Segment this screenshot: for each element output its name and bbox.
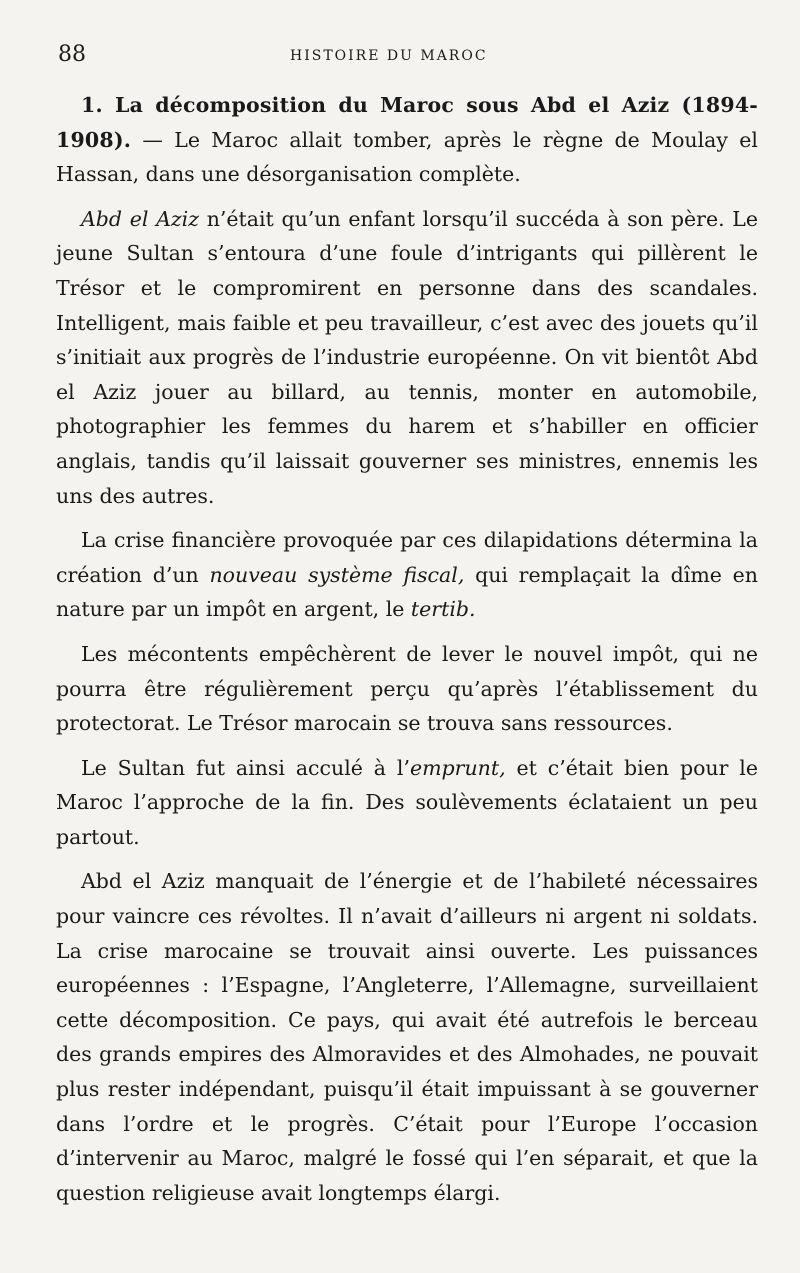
section-intro-text: Le Maroc allait tomber, après le règne de Moulay el Hassan, dans une désorganisation complète. xyxy=(56,127,758,187)
running-head xyxy=(58,42,758,72)
paragraph-2-text-b: qui remplaçait la dîme en nature par un impôt en argent, le xyxy=(56,562,758,622)
paragraph-2 xyxy=(56,523,758,627)
paragraph-1-text: n’était qu’un enfant lorsqu’il succéda à son père. Le jeune Sultan s’entoura d’une foule d’intrigants qui pillèrent le Trésor et le compromirent en personne dans des scandales. Intelligent, mais faible et peu travailleur, c’est avec des jouets qu’il s’initiait aux progrès de l’industrie européenne. On vit bientôt Abd el Aziz jouer au billard, au tennis, monter en automobile, photographier les femmes du harem et s’habiller en officier anglais, tandis qu’il laissait gouverner ses ministres, ennemis les uns des autres. xyxy=(56,206,759,508)
paragraph-1 xyxy=(56,202,758,513)
term-fiscal-system: nouveau système fiscal, xyxy=(209,562,465,587)
paragraph-3 xyxy=(56,637,758,741)
paragraph-3-text: Les mécontents empêchèrent de lever le nouvel impôt, qui ne pourra être régulièrement perçu qu’après l’établissement du protectorat. Le Trésor marocain se trouva sans ressources. xyxy=(56,641,758,736)
page-number: 88 xyxy=(58,42,86,67)
heading-dash: — xyxy=(131,127,175,152)
running-title: HISTOIRE DU MAROC xyxy=(290,48,488,64)
section-intro-paragraph xyxy=(56,88,758,192)
section-heading: 1. La décomposition du Maroc sous Abd el Aziz (1894-1908). xyxy=(56,93,758,152)
paragraph-4 xyxy=(56,751,758,855)
paragraph-2-text-a: La crise financière provoquée par ces dilapidations détermina la création d’un xyxy=(56,528,758,587)
sultan-name: Abd el Aziz xyxy=(81,206,200,231)
paragraph-4-text-b: et c’était bien pour le Maroc l’approche de la fin. Des soulèvements éclataient un peu partout. xyxy=(56,755,758,849)
paragraph-4-text-a: Le Sultan fut ainsi acculé à l’ xyxy=(81,755,410,780)
page-body xyxy=(56,88,758,1220)
term-emprunt: emprunt, xyxy=(409,755,506,780)
paragraph-5-text: Abd el Aziz manquait de l’énergie et de l’habileté nécessaires pour vaincre ces révoltes. Il n’avait d’ailleurs ni argent ni soldats. La crise marocaine se trouvait ainsi ouverte. Les puissances européennes : l’Espagne, l’Angleterre, l’Allemagne, surveillaient cette décomposition. Ce pays, qui avait été autrefois le berceau des grands empires des Almoravides et des Almohades, ne pouvait plus rester indépendant, puisqu’il était impuissant à se gouverner dans l’ordre et le progrès. C’était pour l’Europe l’occasion d’intervenir au Maroc, malgré le fossé qui l’en séparait, et que la question religieuse avait longtemps élargi. xyxy=(56,869,758,1205)
paragraph-5 xyxy=(56,864,758,1210)
term-tertib: tertib. xyxy=(410,597,476,622)
